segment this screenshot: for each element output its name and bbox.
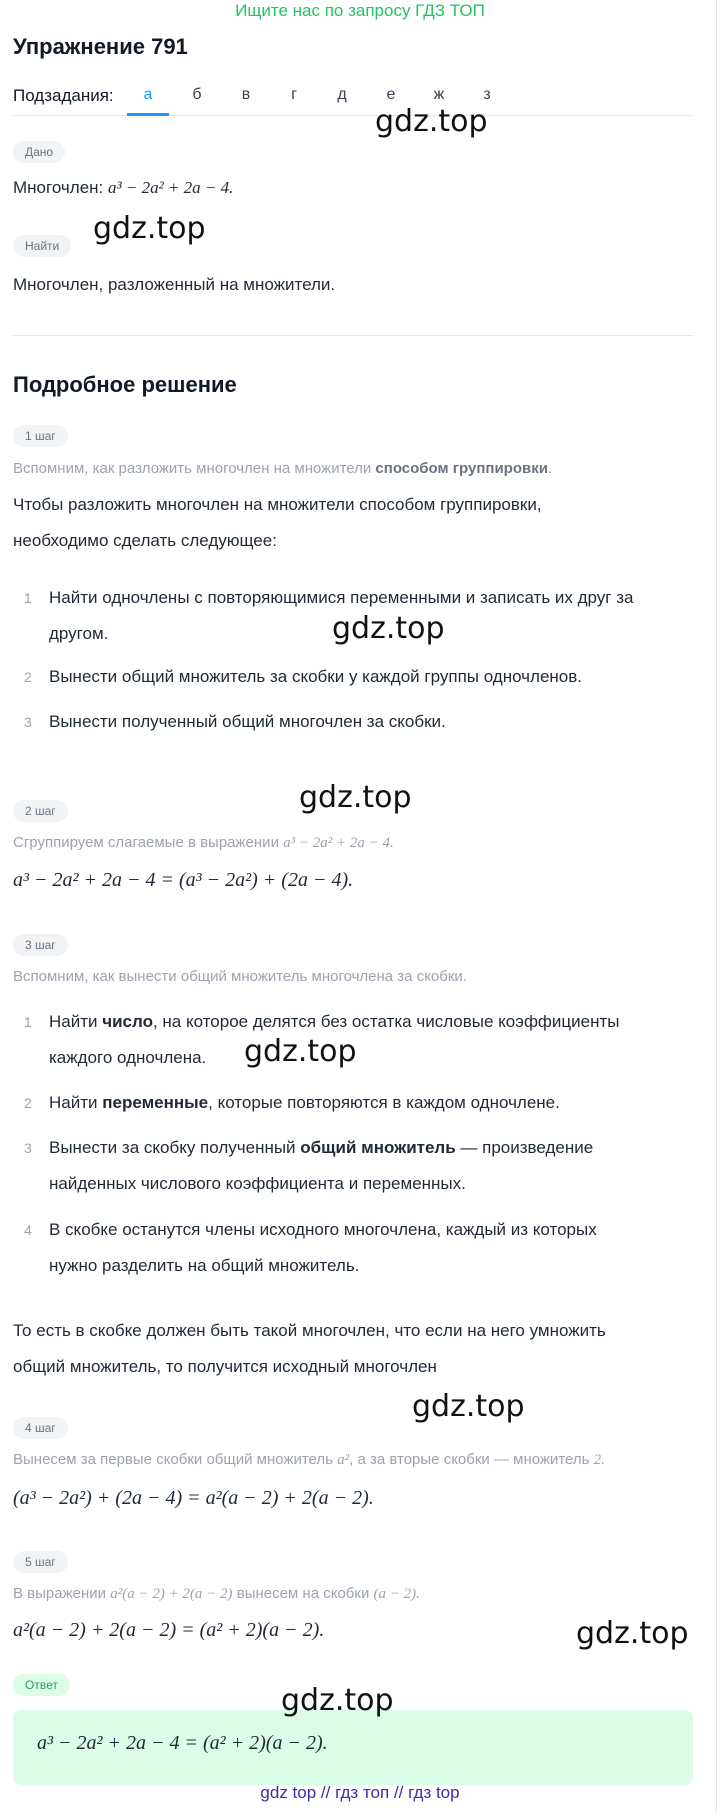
- step4-hint-formula2: 2.: [593, 1452, 605, 1468]
- find-text: Многочлен, разложенный на множители.: [13, 275, 336, 294]
- find-badge: Найти: [13, 235, 71, 257]
- step5-formula: a²(a − 2) + 2(a − 2) = (a² + 2)(a − 2).: [13, 1619, 325, 1641]
- list-number: 2: [24, 1095, 32, 1111]
- watermark-text: gdz.top: [299, 780, 412, 815]
- step4-badge: 4 шаг: [13, 1417, 68, 1439]
- list-item-line2: найденных числового коэффициента и переменных.: [49, 1174, 466, 1193]
- watermark-text: gdz.top: [332, 611, 445, 646]
- section-divider: [13, 335, 693, 336]
- step4-hint-mid: , а за вторые скобки — множитель: [349, 1451, 590, 1468]
- list-item-line1: Вынести полученный общий многочлен за скобки.: [49, 712, 446, 731]
- list-item-line2: нужно разделить на общий множитель.: [49, 1256, 360, 1275]
- step5-hint-text: В выражении: [13, 1585, 107, 1602]
- tab-b[interactable]: б: [192, 86, 202, 103]
- step1-paragraph-line1: Чтобы разложить многочлен на множители способом группировки,: [13, 495, 542, 514]
- list-item-line2: другом.: [49, 624, 109, 643]
- step5-hint-mid: вынесем на скобки: [236, 1585, 370, 1602]
- tab-g[interactable]: г: [291, 86, 297, 103]
- list-item-line1: Вынести за скобку полученный общий множитель — произведение: [49, 1138, 594, 1157]
- given-badge: Дано: [13, 141, 65, 163]
- page-title: Упражнение 791: [13, 34, 188, 59]
- tab-d[interactable]: д: [337, 86, 347, 103]
- list-number: 2: [24, 669, 32, 685]
- tab-v[interactable]: в: [241, 86, 251, 103]
- tab-zh[interactable]: ж: [433, 86, 445, 103]
- list-number: 3: [24, 1140, 32, 1156]
- list-number: 1: [24, 590, 32, 606]
- answer-formula: a³ − 2a² + 2a − 4 = (a² + 2)(a − 2).: [37, 1732, 328, 1754]
- step1-hint-bold: способом группировки: [375, 460, 548, 477]
- step1-badge: 1 шаг: [13, 425, 68, 447]
- step4-hint-formula1: a²: [337, 1452, 350, 1468]
- watermark-text: gdz.top: [375, 104, 488, 139]
- subtasks-label: Подзадания:: [13, 86, 114, 105]
- step2-hint-formula: a³ − 2a² + 2a − 4.: [283, 835, 394, 851]
- list-item-line1: Найти число, на которое делятся без остатка числовые коэффициенты: [49, 1012, 620, 1031]
- list-item-line1: Найти одночлены с повторяющимися переменными и записать их друг за: [49, 588, 634, 607]
- subtasks-tabs: [13, 80, 693, 116]
- watermark-text: gdz.top: [93, 211, 206, 246]
- active-tab-underline: [127, 113, 169, 116]
- step4-hint: [13, 1451, 605, 1469]
- watermark-text: gdz.top: [281, 1683, 394, 1718]
- step5-hint-formula2: (a − 2).: [373, 1586, 420, 1602]
- step1-paragraph-line2: необходимо сделать следующее:: [13, 531, 277, 550]
- given-label: Многочлен:: [13, 178, 104, 197]
- watermark-text: gdz.top: [244, 1034, 357, 1069]
- list-number: 4: [24, 1222, 32, 1238]
- solution-title: Подробное решение: [13, 372, 237, 397]
- list-item-line1: Найти переменные, которые повторяются в каждом одночлене.: [49, 1093, 560, 1112]
- top-banner[interactable]: Ищите нас по запросу ГДЗ ТОП: [235, 1, 485, 20]
- tab-z[interactable]: з: [483, 86, 491, 103]
- watermark-text: gdz.top: [412, 1389, 525, 1424]
- answer-badge: Ответ: [13, 1674, 70, 1696]
- step4-hint-text: Вынесем за первые скобки общий множитель: [13, 1451, 333, 1468]
- step2-formula: a³ − 2a² + 2a − 4 = (a³ − 2a²) + (2a − 4).: [13, 869, 354, 891]
- list-item-line2: каждого одночлена.: [49, 1048, 207, 1067]
- list-number: 1: [24, 1014, 32, 1030]
- step2-hint: [13, 834, 394, 852]
- step3-paragraph-line1: То есть в скобке должен быть такой многочлен, что если на него умножить: [13, 1321, 606, 1340]
- given-formula: a³ − 2a² + 2a − 4.: [108, 178, 234, 197]
- step1-hint: [13, 460, 552, 477]
- footer-links[interactable]: gdz top // гдз топ // гдз top: [260, 1783, 460, 1802]
- step3-paragraph-line2: общий множитель, то получится исходный многочлен: [13, 1357, 437, 1376]
- step5-hint-formula1: a²(a − 2) + 2(a − 2): [110, 1586, 233, 1602]
- tab-a[interactable]: а: [143, 86, 153, 103]
- tab-e[interactable]: е: [386, 86, 396, 103]
- given-text: [13, 178, 233, 198]
- step5-hint: [13, 1585, 420, 1603]
- step2-badge: 2 шаг: [13, 800, 68, 822]
- list-item-line1: Вынести общий множитель за скобки у каждой группы одночленов.: [49, 667, 583, 686]
- step4-formula: (a³ − 2a²) + (2a − 4) = a²(a − 2) + 2(a − 2).: [13, 1487, 374, 1509]
- step1-hint-end: .: [547, 460, 553, 477]
- list-item-line1: В скобке останутся члены исходного многочлена, каждый из которых: [49, 1220, 597, 1239]
- step2-hint-text: Сгруппируем слагаемые в выражении: [13, 834, 279, 851]
- step3-badge: 3 шаг: [13, 934, 68, 956]
- page-edge-divider: [716, 0, 717, 1813]
- step3-hint: Вспомним, как вынести общий множитель многочлена за скобки.: [13, 968, 467, 985]
- step1-hint-text: Вспомним, как разложить многочлен на множители: [13, 460, 376, 477]
- answer-box: [13, 1710, 693, 1785]
- list-number: 3: [24, 714, 32, 730]
- step5-badge: 5 шаг: [13, 1551, 68, 1573]
- watermark-text: gdz.top: [576, 1616, 689, 1651]
